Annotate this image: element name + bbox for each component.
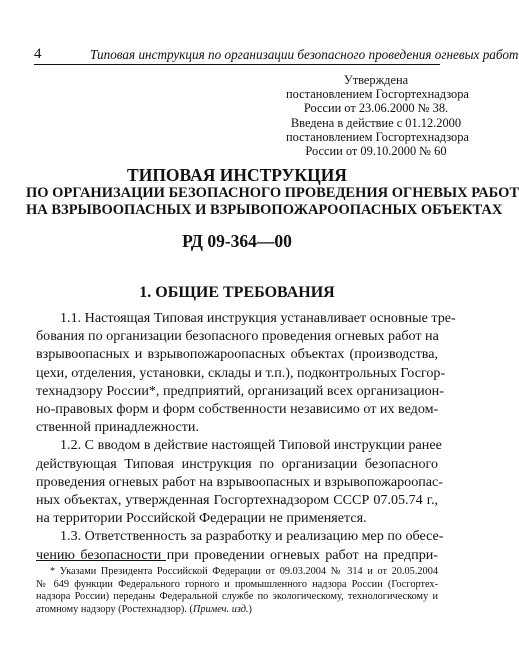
- approval-line: постановлением Госгортехнадзора: [286, 87, 469, 102]
- title-line: НА ВЗРЫВООПАСНЫХ И ВЗРЫВОПОЖАРООПАСНЫХ ОБЪЕКТАХ: [26, 202, 503, 218]
- footnote-line: [36, 604, 438, 617]
- body-line: ных объектах, утвержденная Госгортехнадзором СССР 07.05.74 г.,: [36, 492, 438, 508]
- body-line: 1.1. Настоящая Типовая инструкция устанавливает основные тре-: [60, 310, 456, 326]
- body-line: чению безопасности при проведении огневых работ на предпри-: [36, 546, 438, 563]
- approval-line: России от 23.06.2000 № 38.: [303, 101, 449, 116]
- title-line: ПО ОРГАНИЗАЦИИ БЕЗОПАСНОГО ПРОВЕДЕНИЯ ОГНЕВЫХ РАБОТ: [26, 185, 519, 201]
- body-line: взрывоопасных и взрывопожароопасных объектах (производства,: [36, 346, 438, 363]
- footnote-line: надзора России) переданы Федеральной службе по экологическому, технологическому и: [36, 591, 438, 603]
- body-line: цехи, отделения, установки, склады и т.п.), подконтрольных Госгор-: [36, 364, 446, 381]
- body-line: ственной принадлежности.: [36, 419, 199, 436]
- body-line: на территории Российской Федерации не применяется.: [36, 510, 367, 527]
- body-line: бования по организации безопасного проведения огневых работ на: [36, 328, 439, 345]
- approval-block: [286, 73, 469, 159]
- running-head-title: Типовая инструкция по организации безопасного проведения огневых работ: [90, 47, 519, 62]
- footnote-line: * Указами Президента Российской Федерации от 09.03.2004 № 314 и от 20.05.2004: [50, 566, 438, 577]
- running-head-rule: [34, 64, 440, 65]
- body-line: проведения огневых работ на взрывоопасных и взрывопожароопас-: [36, 473, 444, 490]
- approval-line: России от 09.10.2000 № 60: [305, 144, 447, 159]
- running-head: [34, 44, 519, 66]
- publisher-note: Примеч. изд.: [192, 603, 249, 615]
- body-line: технадзору России*, предприятий, организаций всех организацион-: [36, 382, 444, 399]
- title-line: ТИПОВАЯ ИНСТРУКЦИЯ: [127, 165, 347, 185]
- section-heading: 1. ОБЩИЕ ТРЕБОВАНИЯ: [139, 284, 335, 301]
- approval-line: постановлением Госгортехнадзора: [286, 129, 469, 144]
- body-line: 1.3. Ответственность за разработку и реализацию мер по обесе-: [60, 528, 444, 545]
- body-line: 1.2. С вводом в действие настоящей Типовой инструкции ранее: [60, 437, 442, 454]
- body-line: действующая Типовая инструкция по организации безопасного: [36, 455, 438, 472]
- footnote-text: атомному надзору (Ростехнадзор). (: [36, 603, 193, 615]
- page-number: 4: [34, 46, 42, 62]
- body-line: но-правовых форм и форм собственности независимо от их ведом-: [36, 401, 439, 417]
- footnote-rule: [36, 560, 166, 561]
- document-title: [26, 165, 519, 219]
- footnote-line: № 649 функции Федерального горного и промышленного надзора России (Госгортех-: [36, 578, 438, 590]
- approval-line: Утверждена: [343, 73, 409, 87]
- approval-line: Введена в действие с 01.12.2000: [290, 115, 462, 130]
- footnote-closing: ): [248, 603, 252, 615]
- document-code: РД 09-364—00: [182, 231, 292, 251]
